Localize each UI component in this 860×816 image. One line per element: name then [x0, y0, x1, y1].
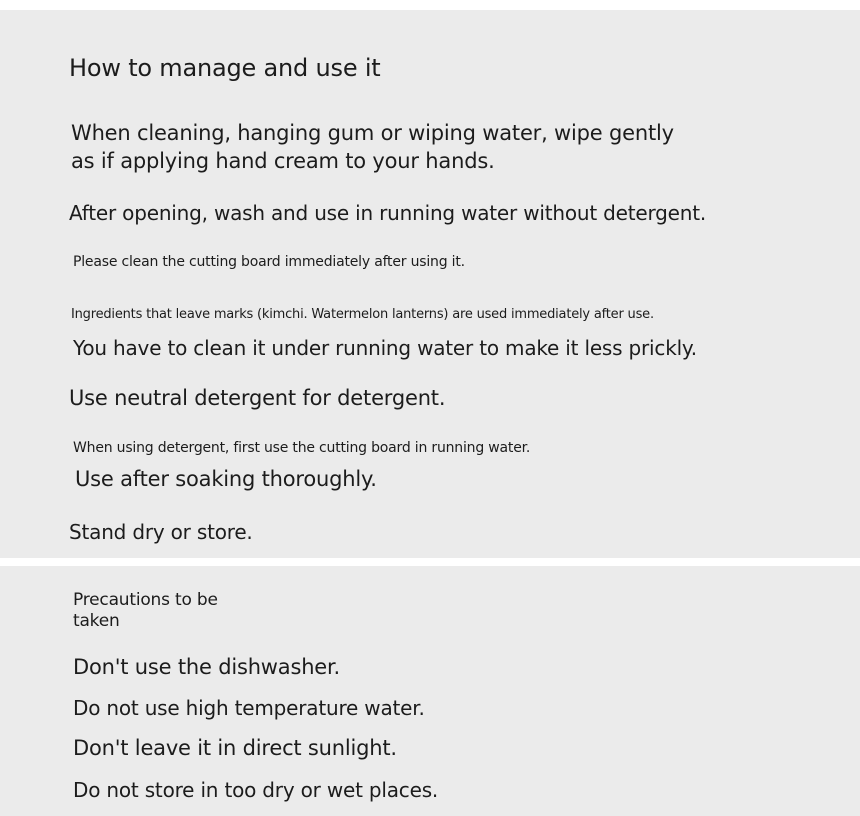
usage-title: How to manage and use it	[69, 54, 381, 82]
precautions-section	[0, 566, 860, 816]
soaking-instruction: Use after soaking thoroughly.	[75, 467, 377, 491]
ingredients-marks-instruction: Ingredients that leave marks (kimchi. Watermelon lanterns) are used immediately after use.	[71, 307, 654, 322]
after-opening-instruction: After opening, wash and use in running water without detergent.	[69, 201, 707, 225]
neutral-detergent-instruction: Use neutral detergent for detergent.	[69, 386, 446, 410]
precaution-dishwasher: Don't use the dishwasher.	[73, 655, 341, 679]
precautions-heading: Precautions to be taken	[73, 590, 218, 632]
detergent-usage-instruction: When using detergent, first use the cutting board in running water.	[73, 440, 531, 456]
wiping-instruction-line-2: as if applying hand cream to your hands.	[71, 149, 495, 173]
wiping-instruction-line-1: When cleaning, hanging gum or wiping water, wipe gently	[71, 121, 674, 145]
precaution-sunlight: Don't leave it in direct sunlight.	[73, 736, 397, 760]
stand-dry-instruction: Stand dry or store.	[69, 520, 253, 544]
running-water-instruction: You have to clean it under running water to make it less prickly.	[73, 336, 697, 360]
usage-section	[0, 10, 860, 558]
clean-immediately-instruction: Please clean the cutting board immediately after using it.	[73, 254, 465, 270]
precaution-storage: Do not store in too dry or wet places.	[73, 778, 439, 802]
precaution-high-temperature: Do not use high temperature water.	[73, 696, 425, 720]
